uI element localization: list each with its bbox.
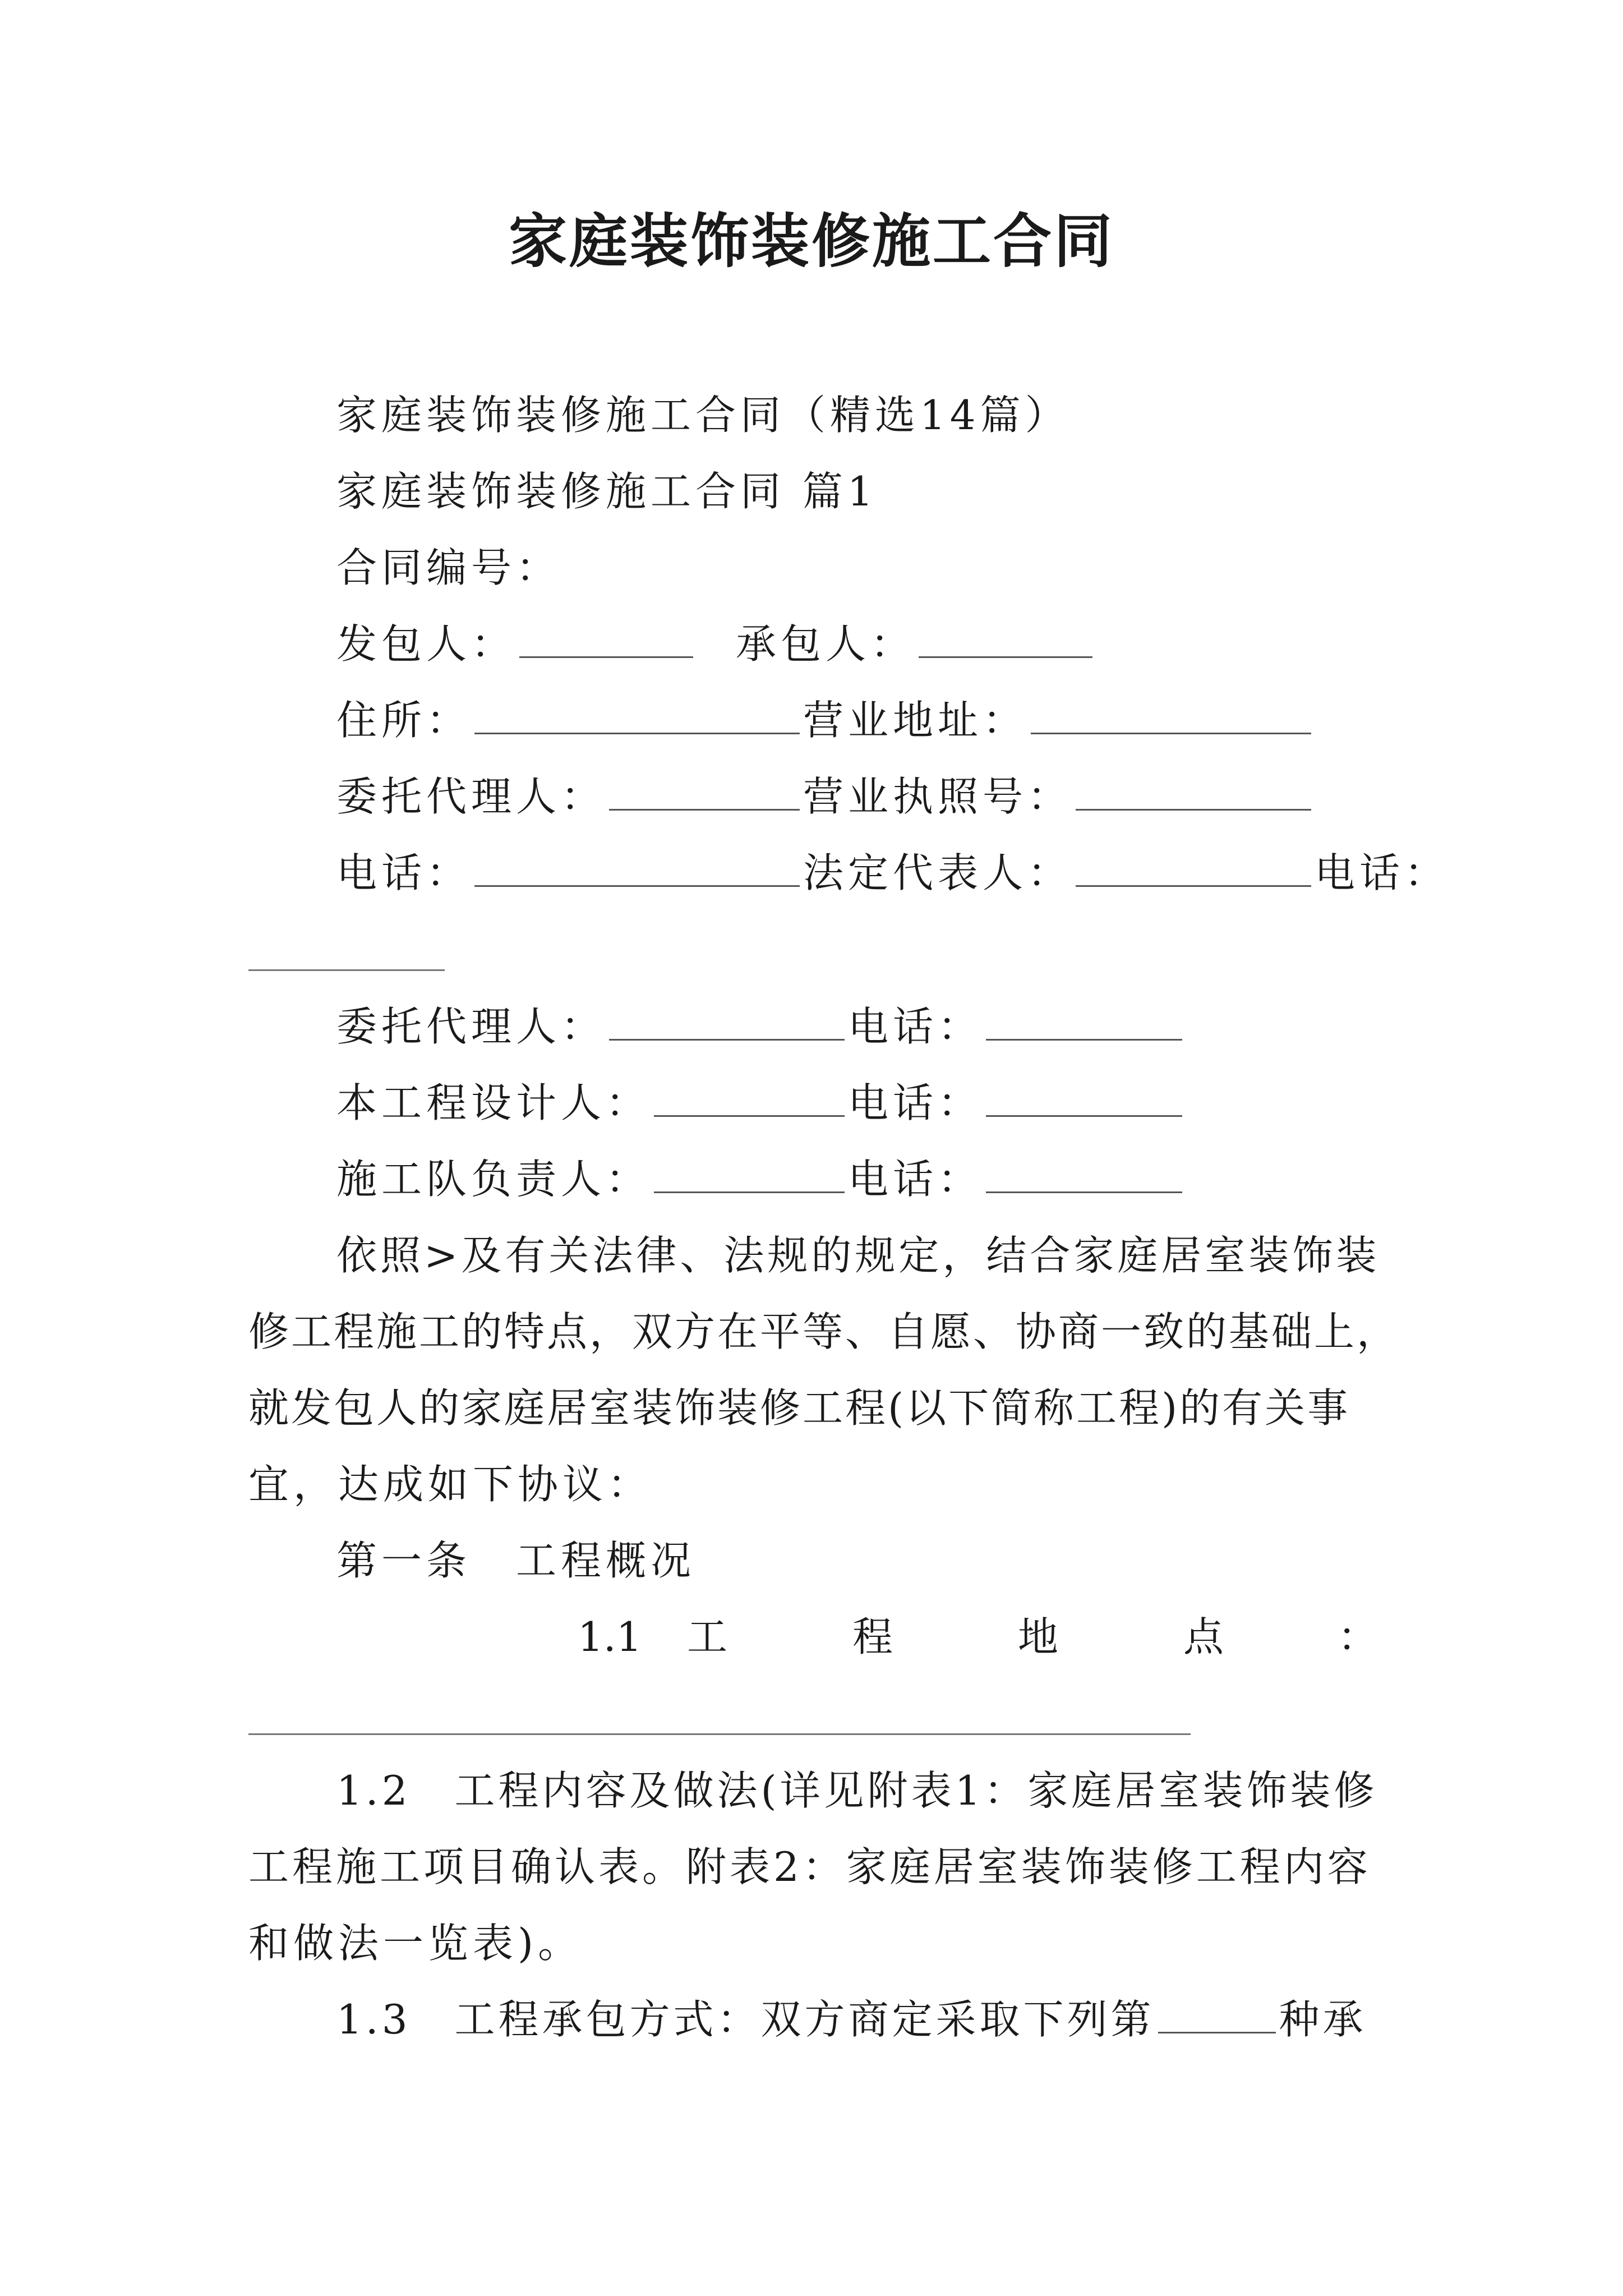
agent-row — [336, 769, 1315, 825]
contract-number-label: 合同编号： — [336, 544, 561, 591]
team-leader-row — [336, 1151, 1186, 1207]
phone-label-5: 电话： — [848, 1156, 983, 1203]
designer-field[interactable] — [654, 1075, 845, 1117]
business-address-field[interactable] — [1031, 692, 1311, 734]
phone-5-field[interactable] — [986, 1151, 1182, 1193]
item-1-3-line — [336, 1991, 1367, 2047]
item-1-1-char-3: 地 — [1018, 1613, 1059, 1660]
address-row — [336, 692, 1315, 748]
team-leader-label: 施工队负责人： — [336, 1156, 651, 1203]
agent-row-2 — [336, 999, 1186, 1055]
phone-3-field[interactable] — [986, 999, 1182, 1041]
contract-method-field[interactable] — [1158, 1991, 1276, 2033]
agent-2-field[interactable] — [609, 999, 845, 1041]
item-1-1-char-4: 点 — [1183, 1613, 1224, 1660]
agent-label: 委托代理人： — [336, 773, 606, 820]
business-address-label: 营业地址： — [803, 697, 1028, 744]
phone-label-3: 电话： — [848, 1003, 983, 1050]
designer-row — [336, 1075, 1186, 1131]
phone-label: 电话： — [336, 849, 472, 896]
contractor-field[interactable] — [919, 616, 1092, 658]
project-location-field[interactable] — [248, 1733, 1191, 1735]
phone-4-field[interactable] — [986, 1075, 1182, 1117]
residence-label: 住所： — [336, 697, 472, 744]
legal-rep-label: 法定代表人： — [803, 849, 1073, 896]
agent-label-2: 委托代理人： — [336, 1003, 606, 1050]
phone-row — [336, 845, 1449, 901]
item-1-2-line2: 工程施工项目确认表。附表2：家庭居室装饰装修工程内容 — [248, 1843, 1371, 1890]
item-1-3-suffix: 种承 — [1279, 1996, 1367, 2043]
team-leader-field[interactable] — [654, 1151, 845, 1193]
party-row — [336, 616, 1096, 672]
para1-line4: 宜，达成如下协议： — [248, 1461, 653, 1508]
agent-field[interactable] — [609, 769, 800, 811]
article-1-heading: 第一条 工程概况 — [336, 1537, 696, 1584]
item-1-1-char-2: 程 — [852, 1613, 893, 1660]
phone-label-2: 电话： — [1315, 849, 1450, 896]
document-title: 家庭装饰装修施工合同 — [508, 206, 1114, 275]
license-field[interactable] — [1076, 769, 1311, 811]
phone-label-4: 电话： — [848, 1079, 983, 1126]
legal-rep-field[interactable] — [1076, 845, 1311, 887]
para1-line2: 修工程施工的特点，双方在平等、自愿、协商一致的基础上， — [248, 1308, 1400, 1355]
contractor-label: 承包人： — [736, 620, 916, 668]
item-1-2-line3: 和做法一览表)。 — [248, 1920, 583, 1967]
employer-field[interactable] — [519, 616, 693, 658]
license-label: 营业执照号： — [803, 773, 1073, 820]
phone-2-field[interactable] — [248, 969, 445, 971]
section-heading: 家庭装饰装修施工合同 篇1 — [336, 468, 878, 515]
item-1-2-line1: 1.2 工程内容及做法(详见附表1：家庭居室装饰装修 — [336, 1767, 1378, 1814]
employer-label: 发包人： — [336, 620, 517, 668]
designer-label: 本工程设计人： — [336, 1079, 651, 1126]
residence-field[interactable] — [474, 692, 800, 734]
item-1-1-char-1: 工 — [687, 1613, 728, 1660]
para1-line1: 依照>及有关法律、法规的规定，结合家庭居室装饰装 — [336, 1232, 1380, 1279]
document-subtitle: 家庭装饰装修施工合同（精选14篇） — [336, 392, 1070, 439]
phone-field[interactable] — [474, 845, 800, 887]
item-1-1-number: 1.1 — [578, 1613, 642, 1660]
item-1-1-colon: ： — [1338, 1613, 1378, 1660]
item-1-3-prefix: 1.3 工程承包方式：双方商定采取下列第 — [336, 1996, 1155, 2043]
para1-line3: 就发包人的家庭居室装饰装修工程(以下简称工程)的有关事 — [248, 1384, 1350, 1432]
